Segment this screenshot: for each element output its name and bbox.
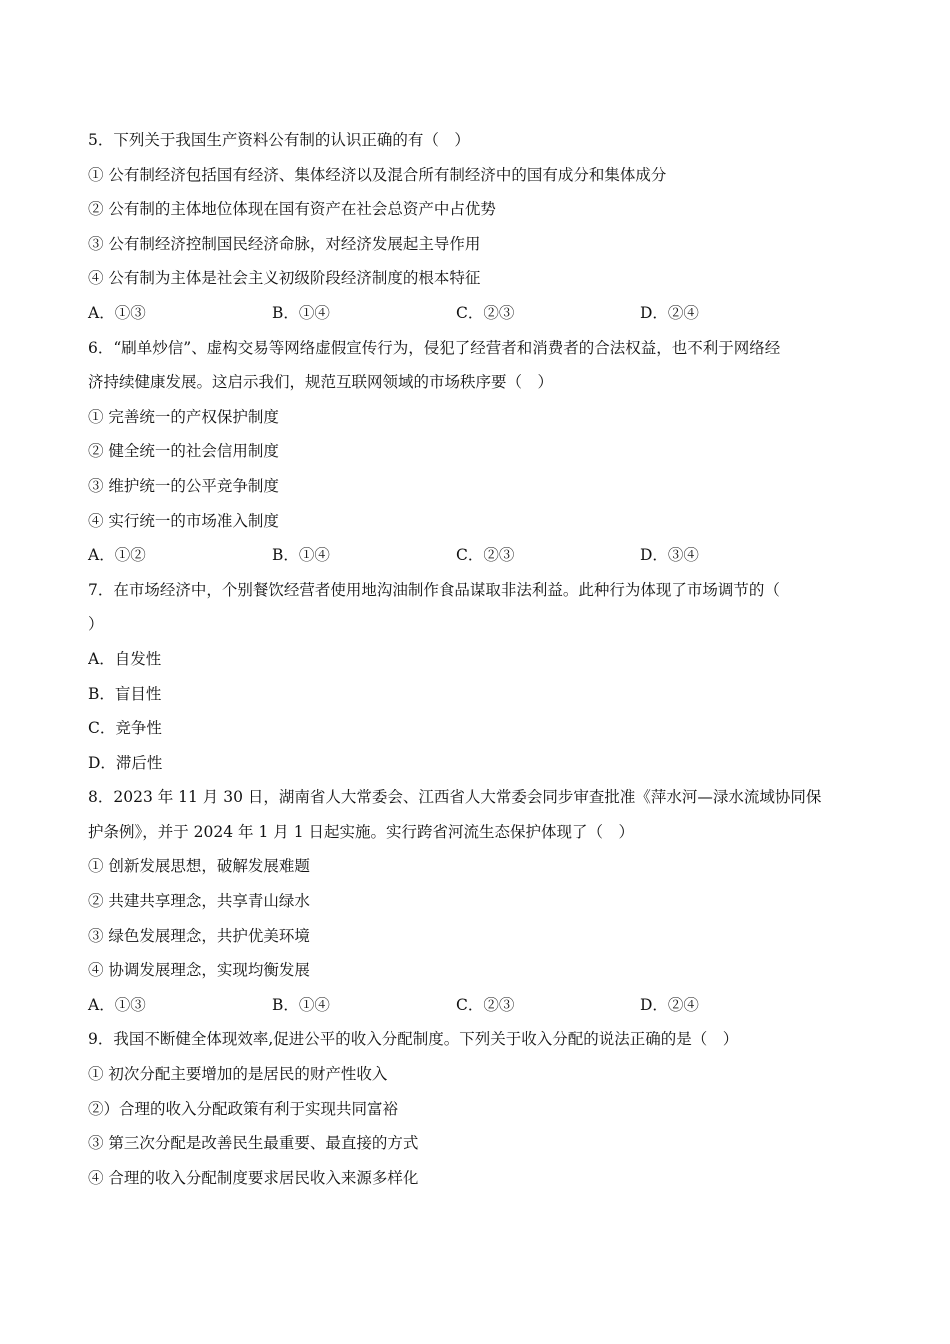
option-d: D．③④	[640, 546, 699, 565]
question-list	[88, 123, 858, 1195]
statement-4: ④ 公有制为主体是社会主义初级阶段经济制度的根本特征	[88, 269, 481, 288]
statement-2: ② 共建共享理念，共享青山绿水	[88, 892, 310, 911]
answer-options	[88, 988, 858, 1023]
question-stem-cont: ）	[88, 615, 104, 634]
option-a: A．①③	[88, 995, 146, 1014]
statement-2: ② 健全统一的社会信用制度	[88, 442, 279, 461]
question-8	[88, 780, 858, 1022]
option-d: D．②④	[640, 303, 699, 322]
question-stem-cont: 济持续健康发展。这启示我们，规范互联网领域的市场秩序要（ ）	[88, 373, 554, 392]
answer-options	[88, 538, 858, 573]
statement-4: ④ 实行统一的市场准入制度	[88, 511, 279, 530]
choice-b: B．盲目性	[88, 684, 162, 703]
option-b: B．①④	[272, 546, 330, 565]
choice-c: C．竞争性	[88, 719, 162, 738]
question-stem: 5．下列关于我国生产资料公有制的认识正确的有（ ）	[88, 131, 470, 149]
statement-3: ③ 维护统一的公平竞争制度	[88, 476, 279, 495]
statement-2: ②）合理的收入分配政策有利于实现共同富裕	[88, 1099, 399, 1118]
option-b: B．①④	[272, 303, 330, 322]
statement-1: ① 初次分配主要增加的是居民的财产性收入	[88, 1065, 388, 1084]
statement-4: ④ 合理的收入分配制度要求居民收入来源多样化	[88, 1168, 419, 1187]
answer-options	[88, 296, 858, 331]
option-c: C．②③	[456, 995, 515, 1014]
statement-4: ④ 协调发展理念，实现均衡发展	[88, 961, 310, 980]
question-5	[88, 123, 858, 331]
question-7	[88, 573, 858, 781]
option-b: B．①④	[272, 995, 330, 1014]
option-c: C．②③	[456, 303, 515, 322]
statement-1: ① 完善统一的产权保护制度	[88, 407, 279, 426]
choice-d: D．滞后性	[88, 753, 163, 772]
question-6	[88, 331, 858, 573]
question-stem: 6．“刷单炒信”、虚构交易等网络虚假宣传行为，侵犯了经营者和消费者的合法权益，也不利于网络经	[88, 338, 781, 357]
option-a: A．①③	[88, 303, 146, 322]
question-stem: 7．在市场经济中，个别餐饮经营者使用地沟油制作食品谋取非法利益。此种行为体现了市场调节的（	[88, 580, 780, 599]
option-a: A．①②	[88, 546, 146, 565]
statement-3: ③ 第三次分配是改善民生最重要、最直接的方式	[88, 1134, 419, 1153]
statement-1: ① 公有制经济包括国有经济、集体经济以及混合所有制经济中的国有成分和集体成分	[88, 165, 667, 184]
question-stem-cont: 护条例》，并于 2024 年 1 月 1 日起实施。实行跨省河流生态保护体现了（ ）	[88, 822, 634, 841]
option-c: C．②③	[456, 546, 515, 565]
choice-a: A．自发性	[88, 649, 162, 668]
statement-3: ③ 绿色发展理念，共护优美环境	[88, 926, 310, 945]
statement-2: ② 公有制的主体地位体现在国有资产在社会总资产中占优势	[88, 200, 496, 219]
option-d: D．②④	[640, 995, 699, 1014]
statement-1: ① 创新发展思想，破解发展难题	[88, 857, 310, 876]
question-9	[88, 1022, 858, 1195]
statement-3: ③ 公有制经济控制国民经济命脉，对经济发展起主导作用	[88, 234, 481, 253]
question-stem: 9．我国不断健全体现效率,促进公平的收入分配制度。下列关于收入分配的说法正确的是（ ）	[88, 1030, 739, 1049]
question-stem: 8．2023 年 11 月 30 日，湖南省人大常委会、江西省人大常委会同步审查批准《萍水河—渌水流域协同保	[88, 788, 822, 807]
